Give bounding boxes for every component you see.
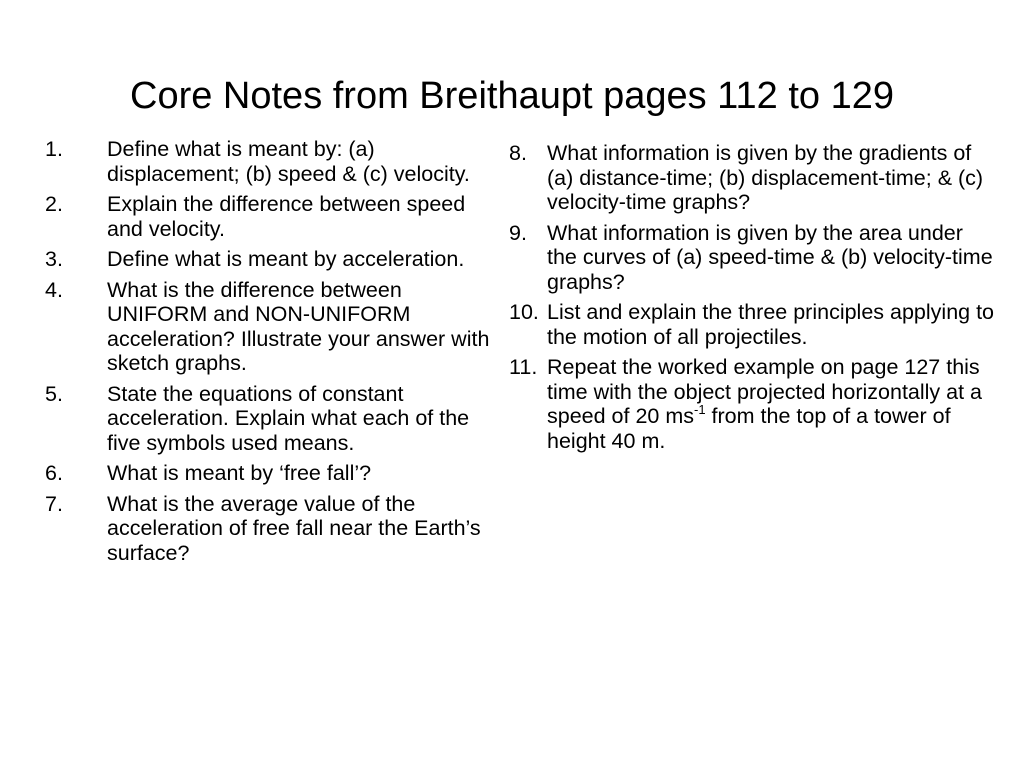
slide-title: Core Notes from Breithaupt pages 112 to 129 xyxy=(130,75,894,117)
question-number: 9. xyxy=(509,220,527,245)
question-text: Explain the difference between speed and velocity. xyxy=(107,192,466,241)
question-item xyxy=(45,492,500,566)
question-number: 8. xyxy=(509,141,527,165)
question-text-start: Repeat the worked example on page 127 this time with the object projected horizontally at a speed of 20 ms xyxy=(547,355,983,428)
question-text: What is the difference between UNIFORM and NON-UNIFORM acceleration? Illustrate your answer with sketch graphs. xyxy=(107,277,490,375)
question-text-end: from the top of a tower of height 40 m. xyxy=(547,404,951,453)
question-item xyxy=(509,355,994,453)
question-item xyxy=(45,461,500,486)
question-number: 7. xyxy=(45,491,63,516)
question-item xyxy=(509,141,994,215)
question-item xyxy=(45,247,500,272)
question-number: 11. xyxy=(509,355,538,379)
question-item xyxy=(509,221,994,295)
question-text: Define what is meant by acceleration. xyxy=(107,247,465,271)
question-text: Define what is meant by: (a) displacement; (b) speed & (c) velocity. xyxy=(107,137,470,186)
question-number: 4. xyxy=(45,277,63,302)
question-number: 5. xyxy=(45,381,63,406)
question-item xyxy=(45,278,500,376)
questions-list-right xyxy=(509,141,994,459)
questions-list-left xyxy=(45,137,500,571)
question-number: 6. xyxy=(45,461,63,485)
question-number: 10. xyxy=(509,300,539,324)
question-number: 2. xyxy=(45,192,63,216)
question-text: What information is given by the area under the curves of (a) speed-time & (b) velocity-time graphs? xyxy=(547,220,993,294)
question-text xyxy=(547,355,982,453)
question-item xyxy=(45,192,500,241)
question-text: What is the average value of the acceleration of free fall near the Earth’s surface? xyxy=(107,491,481,565)
question-item xyxy=(45,137,500,186)
question-text: State the equations of constant acceleration. Explain what each of the five symbols used means. xyxy=(107,381,470,455)
question-text: List and explain the three principles applying to the motion of all projectiles. xyxy=(547,300,995,349)
question-number: 1. xyxy=(45,137,63,161)
question-item xyxy=(45,382,500,456)
question-text: What is meant by ‘free fall’? xyxy=(107,461,372,485)
superscript-exponent: -1 xyxy=(694,401,706,417)
question-text: What information is given by the gradients of (a) distance-time; (b) displacement-time; & (c) velocity-time graphs? xyxy=(547,141,984,214)
question-item xyxy=(509,300,994,349)
question-number: 3. xyxy=(45,247,63,271)
